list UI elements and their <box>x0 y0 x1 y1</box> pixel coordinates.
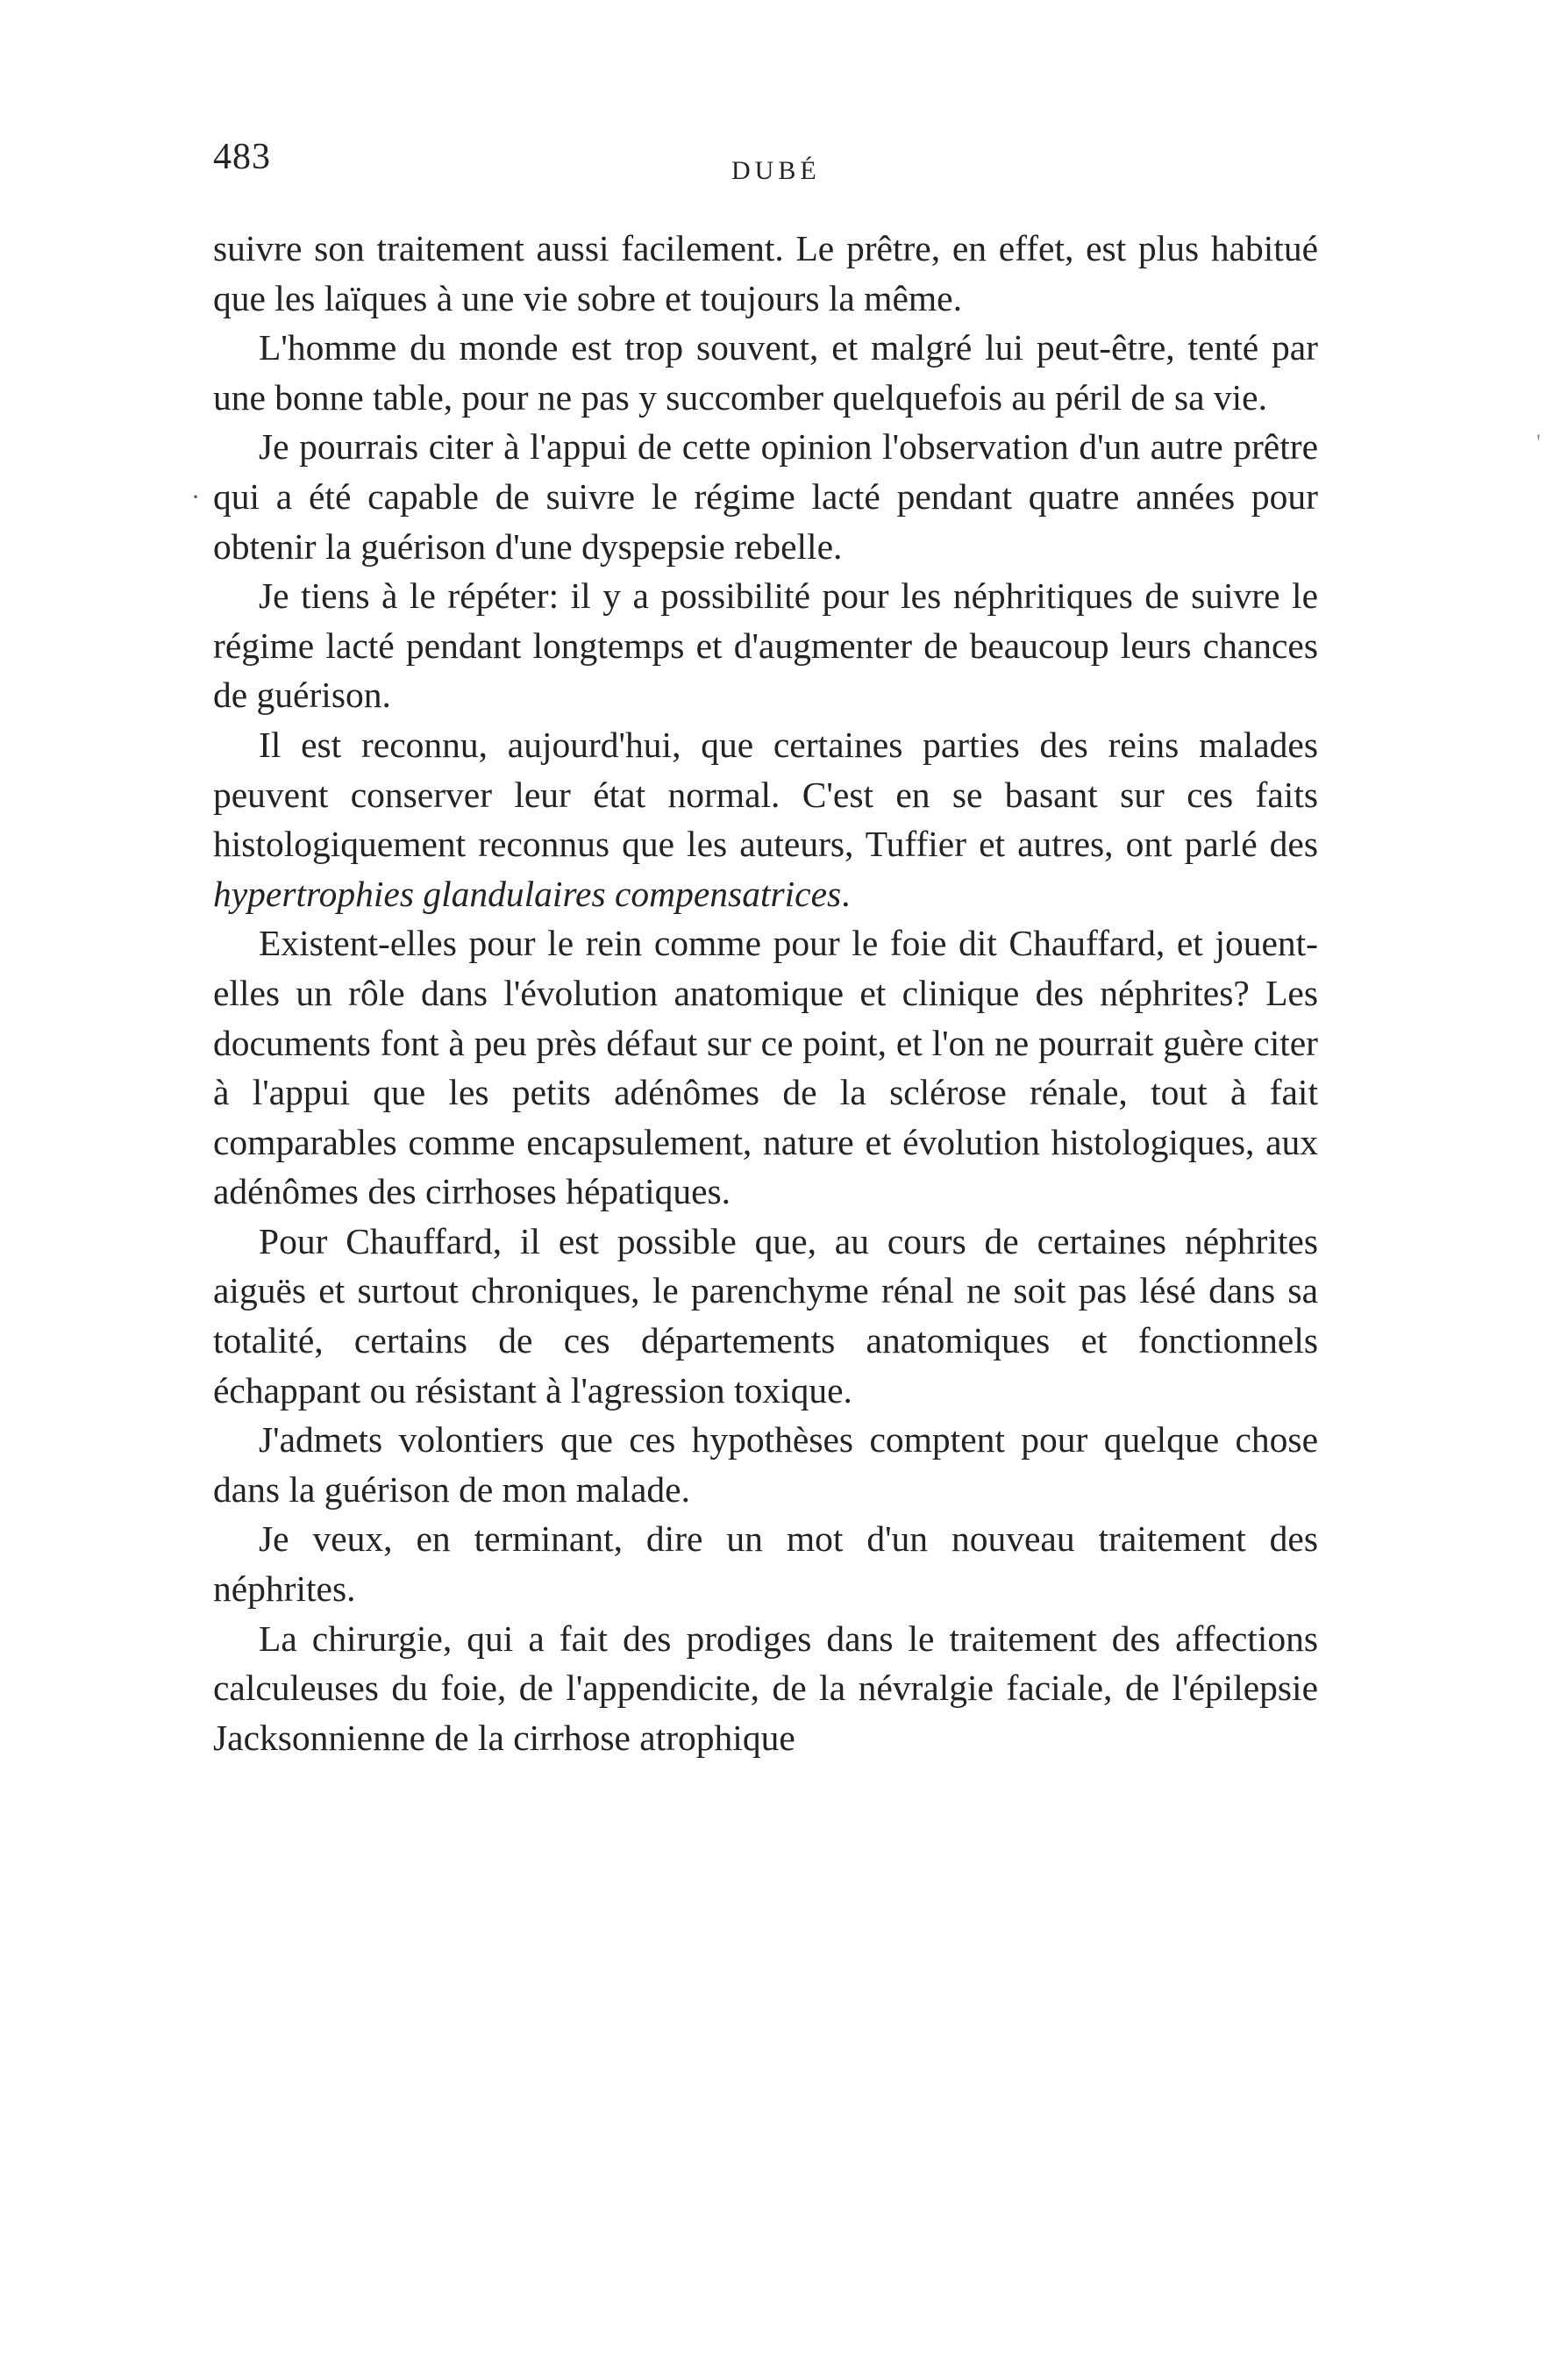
margin-dot-mark: · <box>191 482 200 511</box>
paragraph-regime-lacte: Je tiens à le répéter: il y a possibilité pour les néphritiques de suivre le régime lacté pendant longtemps et d'augmenter de beaucoup leurs chances de guérison. <box>213 575 1318 716</box>
paragraph-nouveau-traitement: Je veux, en terminant, dire un mot d'un nouveau traitement des néphrites. <box>213 1518 1318 1610</box>
paragraph-hypotheses: J'admets volontiers que ces hypothèses comptent pour quelque chose dans la guérison de mon malade. <box>213 1419 1318 1510</box>
paragraph-reins-text: Il est reconnu, aujourd'hui, que certaines parties des reins malades peuvent conserver leur état normal. C'est en se basant sur ces faits histologiquement reconnus que les auteurs, Tuffier et autres, ont parlé des <box>213 724 1318 865</box>
paragraph-reins-end: . <box>841 873 851 914</box>
paragraph-chirurgie: La chirurgie, qui a fait des prodiges dans le traitement des affections calculeuses du foie, de l'appendicite, de la névralgie faciale, de l'épilepsie Jacksonnienne de la cirrhose atrophique <box>213 1618 1318 1758</box>
margin-tick-mark: ' <box>1536 430 1541 455</box>
paragraph-chauffard-question: Existent-elles pour le rein comme pour le foie dit Chauffard, et jouent-elles un rôle dans l'évolution anatomique et clinique des néphrites? Les documents font à peu près défaut sur ce point, et l'on ne pourrait guère citer à l'appui que les petits adénômes de la sclérose rénale, tout à fait comparables comme encapsulement, nature et évolution histologiques, aux adénômes des cirrhoses hépatiques. <box>213 923 1318 1212</box>
paragraph-continuation: suivre son traitement aussi facilement. Le prêtre, en effet, est plus habitué que les laïques à une vie sobre et toujours la même. <box>213 228 1318 318</box>
paragraph-citer-observation: Je pourrais citer à l'appui de cette opinion l'observation d'un autre prêtre qui a été capable de suivre le régime lacté pendant quatre années pour obtenir la guérison d'une dyspepsie rebelle. <box>213 426 1318 567</box>
paragraph-homme-du-monde: L'homme du monde est trop souvent, et malgré lui peut-être, tenté par une bonne table, pour ne pas y succomber quelquefois au péril de sa vie. <box>213 327 1318 418</box>
italic-term: hypertrophies glandulaires compensatrices <box>213 873 842 914</box>
body-text <box>213 224 1318 1762</box>
paragraph-reins-malades <box>213 720 1318 918</box>
running-head: DUBÉ <box>731 156 821 185</box>
page-number: 483 <box>213 137 271 177</box>
paragraph-chauffard-possible: Pour Chauffard, il est possible que, au cours de certaines néphrites aiguës et surtout chroniques, le parenchyme rénal ne soit pas lésé dans sa totalité, certains de ces départements anatomiques et fonctionnels échappant ou résistant à l'agression toxique. <box>213 1220 1318 1411</box>
